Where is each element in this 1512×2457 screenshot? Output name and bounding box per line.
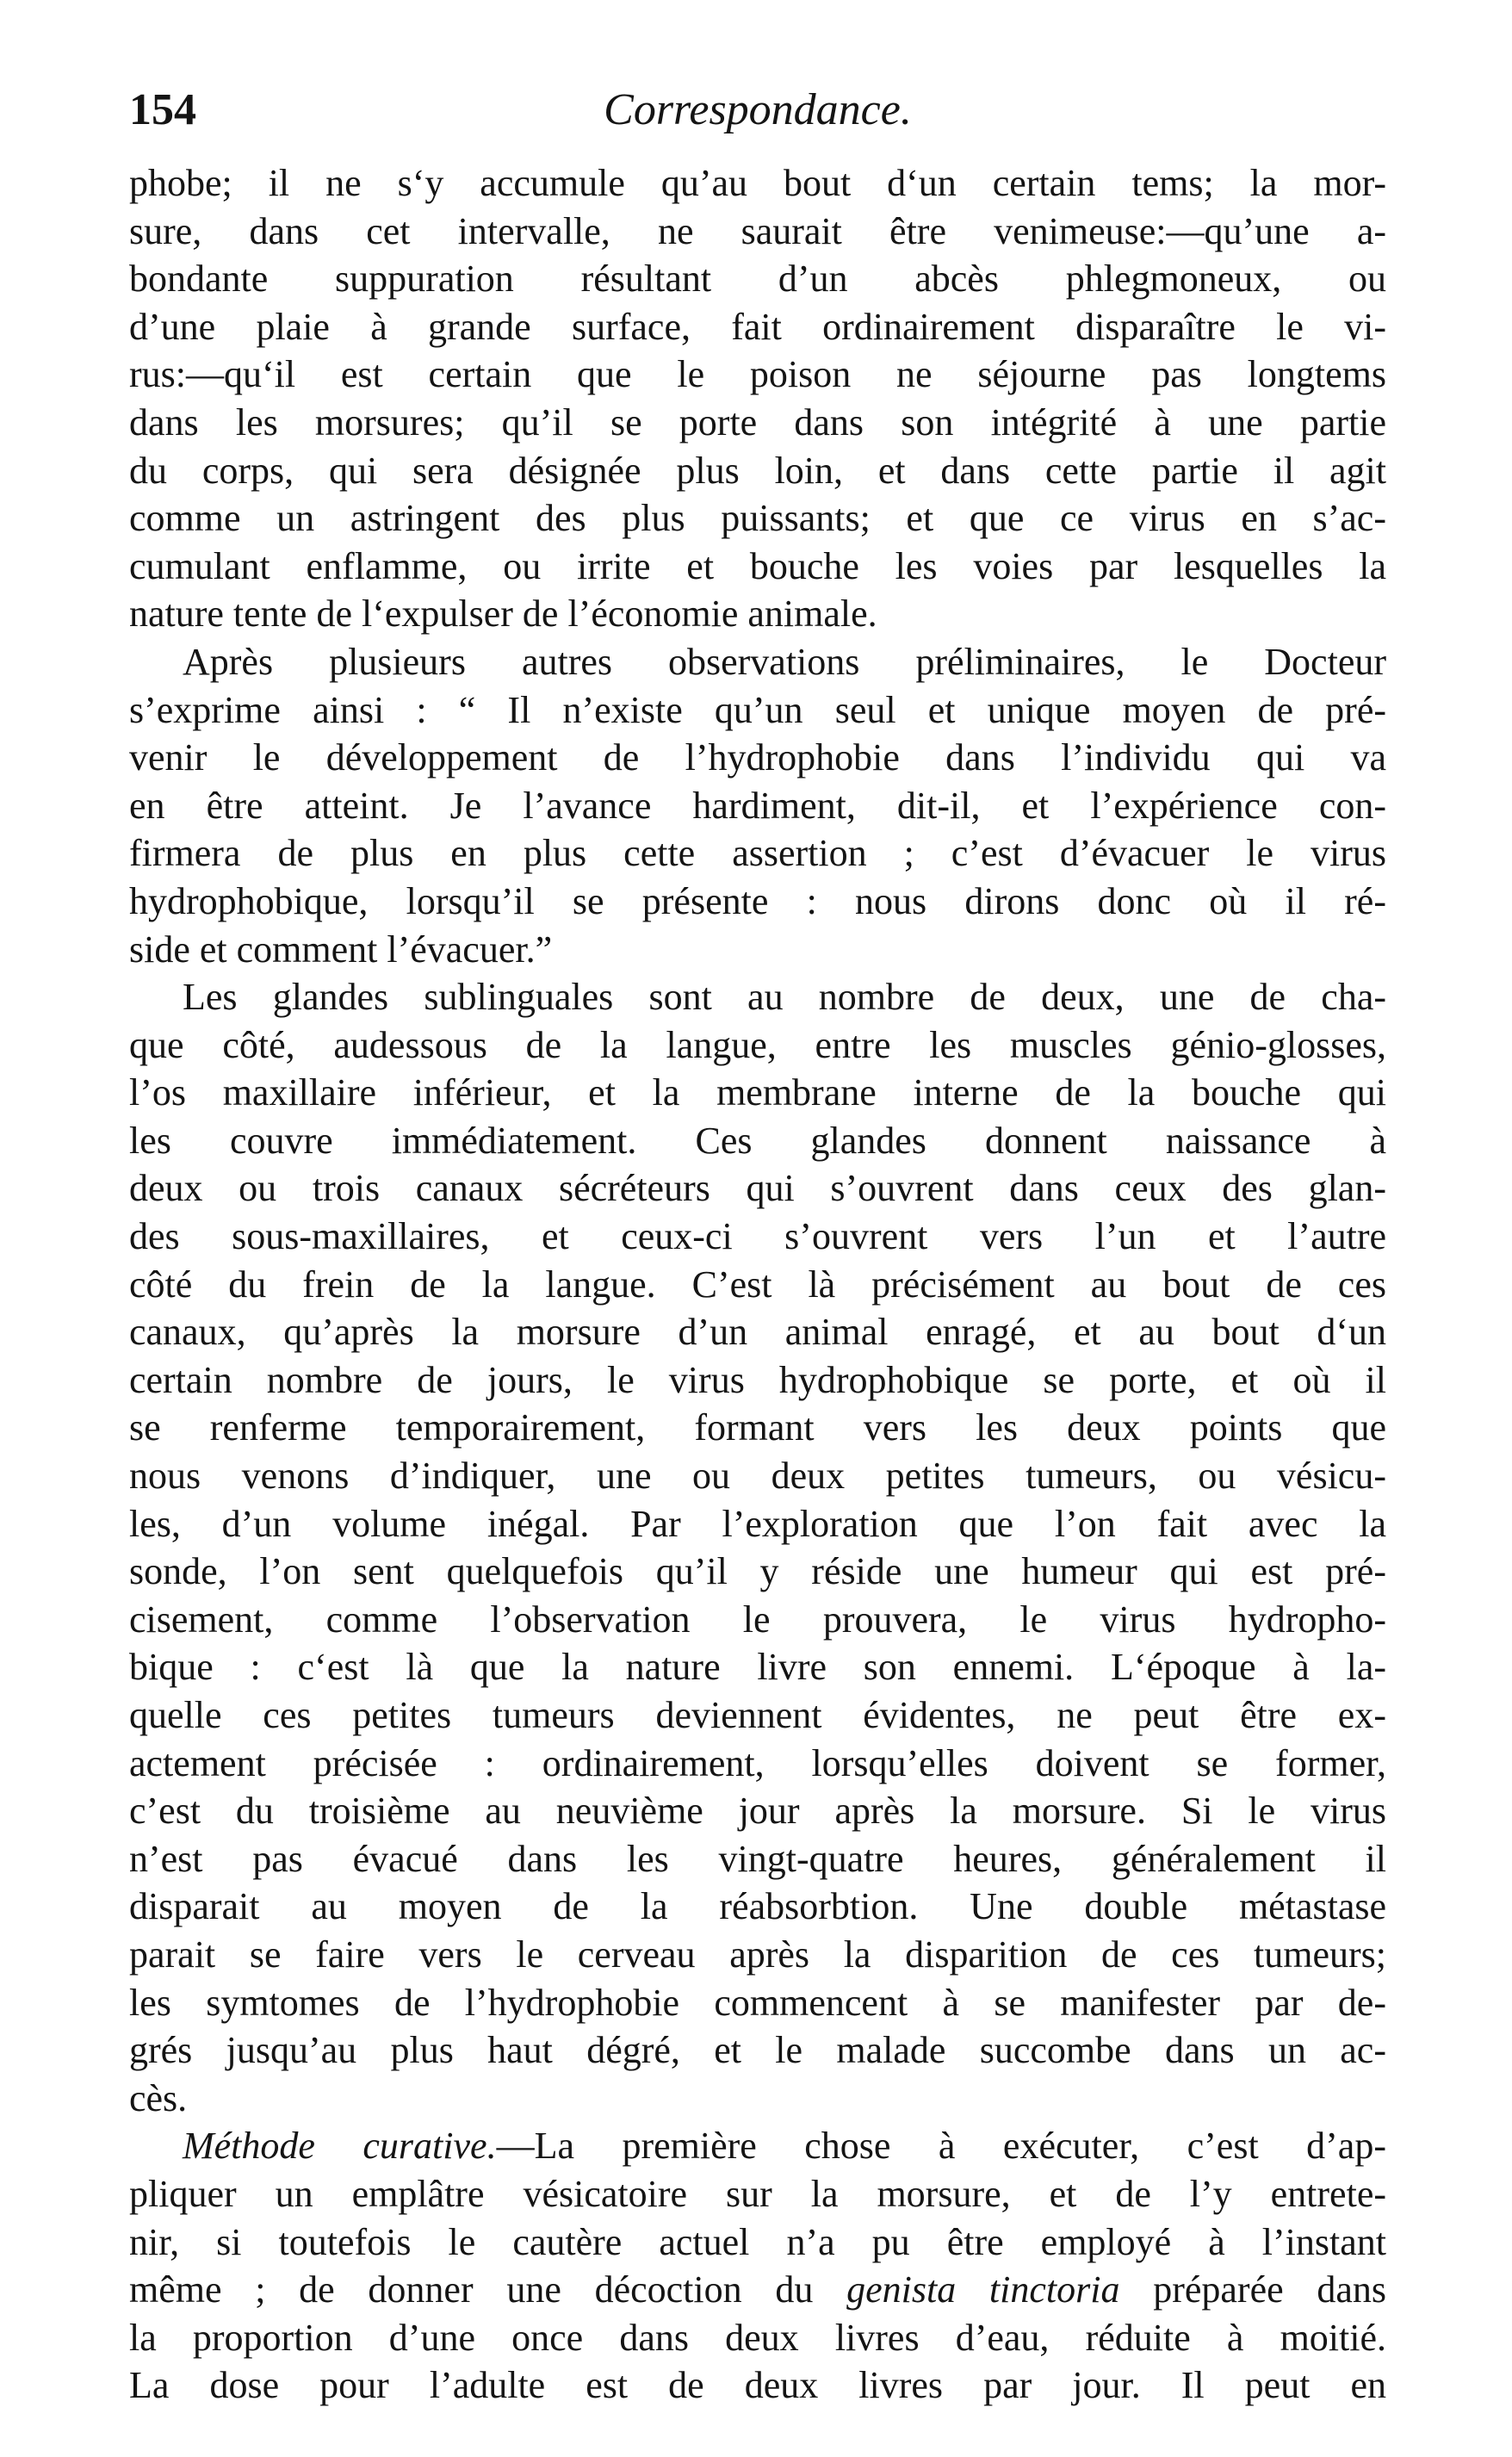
- text-line: La dose pour l’adulte est de deux livres par jour. Il peut en: [129, 2364, 1386, 2407]
- text-line: disparait au moyen de la réabsorbtion. Une double métastase: [129, 1885, 1386, 1928]
- text-line: phobe; il ne s‘y accumule qu’au bout d‘un certain tems; la mor-: [129, 162, 1386, 204]
- text-line: venir le développement de l’hydrophobie dans l’individu qui va: [129, 736, 1386, 779]
- text-line: les symtomes de l’hydrophobie commencent à se manifester par de-: [129, 1981, 1386, 2024]
- text-line: side et comment l’évacuer.”: [129, 928, 553, 971]
- text-line: hydrophobique, lorsqu’il se présente : nous dirons donc où il ré-: [129, 879, 1386, 922]
- text-line: bondante suppuration résultant d’un abcès phlegmoneux, ou: [129, 257, 1386, 301]
- text-line: s’exprime ainsi : “ Il n’existe qu’un seul et unique moyen de pré-: [129, 688, 1386, 731]
- text-line: l’os maxillaire inférieur, et la membrane interne de la bouche qui: [129, 1071, 1386, 1114]
- text-line: canaux, qu’après la morsure d’un animal enragé, et au bout d‘un: [129, 1311, 1386, 1354]
- italic-phrase: genista tinctoria: [846, 2268, 1120, 2311]
- text-line: sure, dans cet intervalle, ne saurait être venimeuse:—qu’une a-: [129, 209, 1386, 252]
- text-line: cumulant enflamme, ou irrite et bouche les voies par lesquelles la: [129, 544, 1386, 587]
- text-line: firmera de plus en plus cette assertion ; c’est d’évacuer le virus: [129, 832, 1386, 875]
- text-line: n’est pas évacué dans les vingt-quatre heures, généralement il: [129, 1837, 1386, 1880]
- text-segment: —La première chose à exécuter, c’est d’ap-: [496, 2125, 1386, 2168]
- text-line: c’est du troisième au neuvième jour après la morsure. Si le virus: [129, 1790, 1386, 1833]
- running-head: Correspondance.: [604, 85, 912, 134]
- text-line: sonde, l’on sent quelquefois qu’il y réside une humeur qui est pré-: [129, 1550, 1386, 1593]
- text-line: nature tente de l‘expulser de l’économie animale.: [129, 593, 877, 636]
- text-line: en être atteint. Je l’avance hardiment, dit-il, et l’expérience con-: [129, 784, 1386, 827]
- text-line: les couvre immédiatement. Ces glandes donnent naissance à: [129, 1119, 1386, 1162]
- text-line: du corps, qui sera désignée plus loin, et dans cette partie il agit: [129, 449, 1386, 492]
- page-header: [129, 76, 1386, 145]
- text-line: des sous-maxillaires, et ceux-ci s’ouvrent vers l’un et l’autre: [129, 1215, 1386, 1258]
- page-number: 154: [129, 85, 196, 134]
- text-segment: même ; de donner une décoction du: [129, 2268, 847, 2311]
- text-line: dans les morsures; qu’il se porte dans son intégrité à une partie: [129, 400, 1386, 444]
- text-line: cisement, comme l’observation le prouvera, le virus hydropho-: [129, 1598, 1386, 1641]
- text-line: cès.: [129, 2076, 188, 2119]
- text-segment: préparée dans: [1119, 2268, 1387, 2311]
- italic-phrase: Méthode curative.: [183, 2125, 497, 2168]
- text-line: se renferme temporairement, formant vers les deux points que: [129, 1406, 1386, 1449]
- text-line: Les glandes sublinguales sont au nombre de deux, une de cha-: [183, 976, 1386, 1019]
- text-line: côté du frein de la langue. C’est là précisément au bout de ces: [129, 1263, 1386, 1306]
- text-line: [129, 2122, 1386, 2170]
- text-line: nir, si toutefois le cautère actuel n’a pu être employé à l’instant: [129, 2220, 1386, 2263]
- text-line: d’une plaie à grande surface, fait ordinairement disparaître le vi-: [129, 305, 1386, 348]
- text-line: certain nombre de jours, le virus hydrophobique se porte, et où il: [129, 1358, 1386, 1401]
- text-line: [129, 2266, 1386, 2314]
- text-line: que côté, audessous de la langue, entre les muscles génio-glosses,: [129, 1023, 1386, 1066]
- text-line: deux ou trois canaux sécréteurs qui s’ouvrent dans ceux des glan-: [129, 1167, 1386, 1210]
- text-line: les, d’un volume inégal. Par l’exploration que l’on fait avec la: [129, 1502, 1386, 1545]
- text-line: parait se faire vers le cerveau après la disparition de ces tumeurs;: [129, 1933, 1386, 1976]
- text-line: quelle ces petites tumeurs deviennent évidentes, ne peut être ex-: [129, 1694, 1386, 1736]
- text-line: pliquer un emplâtre vésicatoire sur la morsure, et de l’y entrete-: [129, 2172, 1386, 2215]
- text-line: bique : c‘est là que la nature livre son ennemi. L‘époque à la-: [129, 1646, 1386, 1689]
- body-text: [129, 159, 1386, 2410]
- text-line: la proportion d’une once dans deux livres d’eau, réduite à moitié.: [129, 2316, 1386, 2359]
- text-line: actement précisée : ordinairement, lorsqu’elles doivent se former,: [129, 1741, 1386, 1784]
- text-line: comme un astringent des plus puissants; et que ce virus en s’ac-: [129, 497, 1386, 540]
- text-line: Après plusieurs autres observations préliminaires, le Docteur: [183, 640, 1386, 683]
- text-line: nous venons d’indiquer, une ou deux petites tumeurs, ou vésicu-: [129, 1455, 1386, 1498]
- text-line: grés jusqu’au plus haut dégré, et le malade succombe dans un ac-: [129, 2029, 1386, 2072]
- text-line: rus:—qu‘il est certain que le poison ne séjourne pas longtems: [129, 353, 1386, 396]
